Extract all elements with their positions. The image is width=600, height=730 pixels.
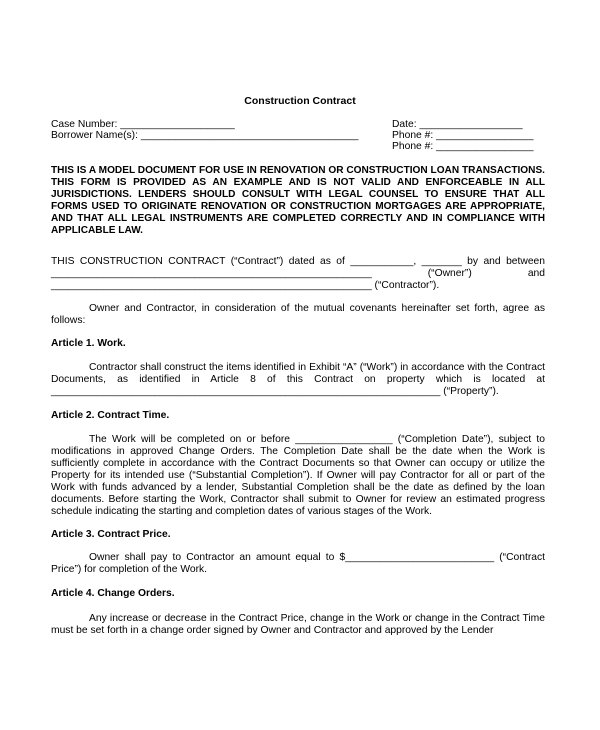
article-3-body: Owner shall pay to Contractor an amount equal to $__________________________ (“Contract Price”) for completion of the Work. bbox=[51, 552, 545, 575]
article-1-heading: Article 1. Work. bbox=[51, 338, 126, 349]
borrower-name-field: Borrower Name(s): ______________________________________ bbox=[51, 130, 359, 141]
date-field: Date: __________________ bbox=[392, 119, 523, 130]
agreement-paragraph: Owner and Contractor, in consideration of the mutual covenants hereinafter set forth, agree as follows: bbox=[51, 303, 545, 326]
phone-field-2: Phone #: _________________ bbox=[392, 141, 534, 152]
article-2-body: The Work will be completed on or before _________________ (“Completion Date”), subject to modifications in approved Change Orders. The Completion Date shall be the date when the Work is sufficiently complete in accordance with the Contract Documents so that Owner can occupy or utilize the Property for its intended use (“Substantial Completion”). If Owner will pay Contractor for all or part of the Work with funds advanced by a lender, Substantial Completion shall be the date as defined by the loan documents. Before starting the Work, Contractor shall submit to Owner for review an estimated progress schedule indicating the starting and completion dates of various stages of the Work. bbox=[51, 434, 545, 517]
article-3-heading: Article 3. Contract Price. bbox=[51, 529, 171, 540]
case-number-field: Case Number: ____________________ bbox=[51, 119, 235, 130]
disclaimer-paragraph: THIS IS A MODEL DOCUMENT FOR USE IN RENOVATION OR CONSTRUCTION LOAN TRANSACTIONS. THIS FORM IS PROVIDED AS AN EXAMPLE AND IS NOT VALID AND ENFORCEABLE IN ALL JURISDICTIONS. LENDERS SHOULD CONSULT WITH LEGAL COUNSEL TO ENSURE THAT ALL FORMS USED TO ORIGINATE RENOVATION OR CONSTRUCTION MORTGAGES ARE APPROPRIATE, AND THAT ALL LEGAL INSTRUMENTS ARE COMPLETED CORRECTLY AND IN COMPLIANCE WITH APPLICABLE LAW. bbox=[51, 165, 545, 236]
intro-paragraph: THIS CONSTRUCTION CONTRACT (“Contract”) dated as of ___________, _______ by and between ________________________________________________________ (“Owner”) and ________________________________________________________ (“Contractor”). bbox=[51, 256, 545, 291]
article-1-body: Contractor shall construct the items identified in Exhibit “A” (“Work”) in accordance with the Contract Documents, as identified in Article 8 of this Contract on property which is located at ____________________________________________________________________ (“Property”). bbox=[51, 362, 545, 397]
document-title: Construction Contract bbox=[244, 95, 356, 107]
article-4-body: Any increase or decrease in the Contract Price, change in the Work or change in the Contract Time must be set forth in a change order signed by Owner and Contractor and approved by the Lender bbox=[51, 613, 545, 636]
phone-field-1: Phone #: _________________ bbox=[392, 130, 534, 141]
article-4-heading: Article 4. Change Orders. bbox=[51, 588, 175, 599]
article-2-heading: Article 2. Contract Time. bbox=[51, 410, 170, 421]
